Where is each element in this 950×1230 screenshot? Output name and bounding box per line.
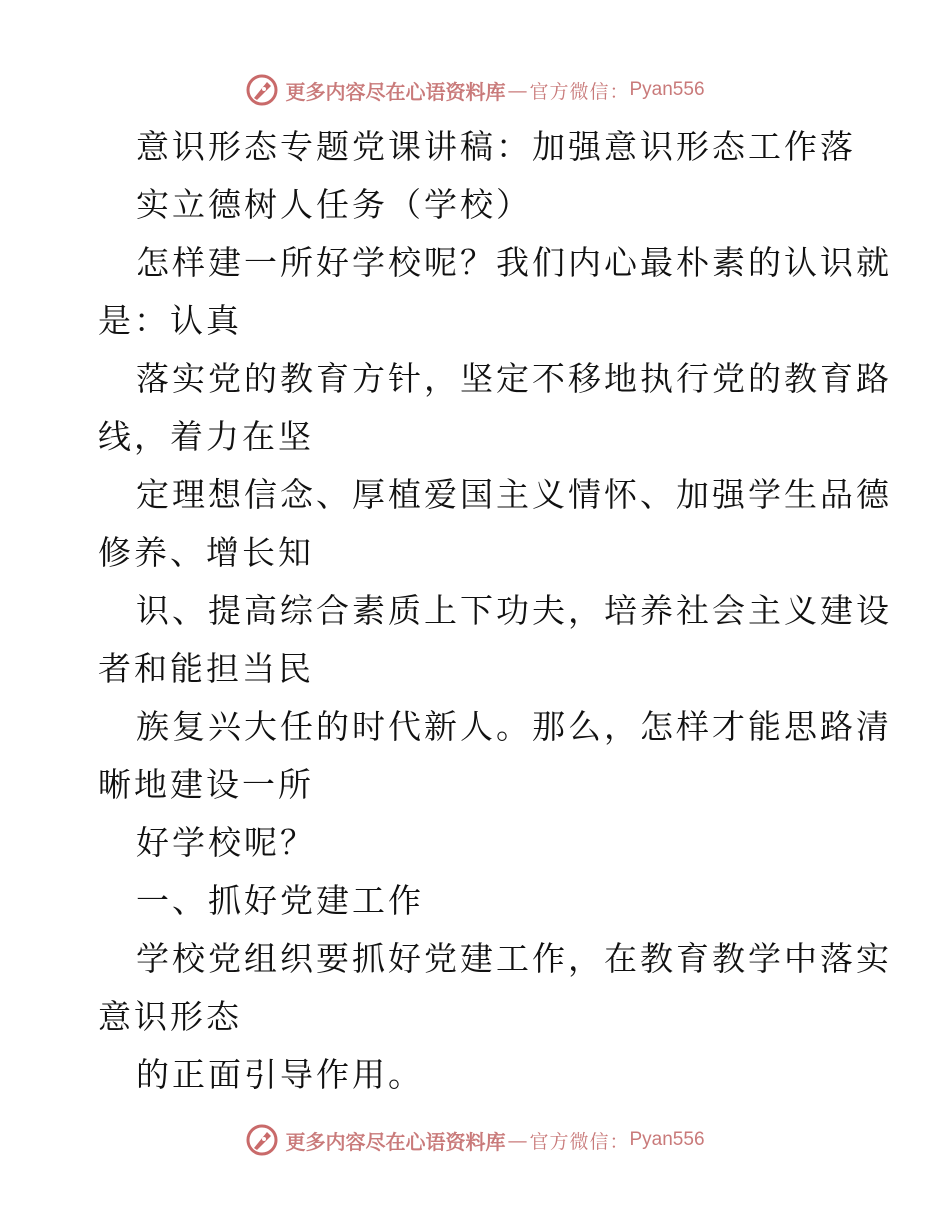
text-line: 线，着力在坚 — [98, 417, 314, 456]
pen-nib-logo-icon — [245, 1123, 279, 1157]
header-watermark-banner — [0, 70, 950, 110]
document-body — [98, 118, 892, 1104]
text-line: 一、抓好党建工作 — [136, 881, 424, 920]
text-line: 好学校呢？ — [136, 823, 316, 862]
watermark-separator: — — [507, 1128, 528, 1152]
wechat-label: 官方微信： — [529, 80, 630, 103]
text-line: 是：认真 — [98, 301, 242, 340]
text-line: 者和能担当民 — [98, 649, 314, 688]
text-line: 族复兴大任的时代新人。那么，怎样才能思路清 — [136, 707, 892, 746]
text-line: 的正面引导作用。 — [136, 1055, 424, 1094]
text-line: 意识形态 — [98, 997, 242, 1036]
pen-nib-logo-icon — [245, 73, 279, 107]
text-line: 实立德树人任务（学校） — [136, 185, 532, 224]
wechat-label: 官方微信： — [529, 1130, 630, 1153]
watermark-text: 更多内容尽在心语资料库 — [285, 79, 506, 104]
wechat-id: Pyan556 — [629, 79, 705, 100]
text-line: 意识形态专题党课讲稿：加强意识形态工作落 — [136, 127, 856, 166]
watermark-separator: — — [507, 78, 528, 102]
watermark-text: 更多内容尽在心语资料库 — [285, 1129, 506, 1154]
text-line: 学校党组织要抓好党建工作，在教育教学中落实 — [136, 939, 892, 978]
footer-watermark-banner — [0, 1120, 950, 1160]
text-line: 晰地建设一所 — [98, 765, 314, 804]
text-line: 识、提高综合素质上下功夫，培养社会主义建设 — [136, 591, 892, 630]
text-line: 定理想信念、厚植爱国主义情怀、加强学生品德 — [136, 475, 892, 514]
text-line: 修养、增长知 — [98, 533, 314, 572]
text-line: 落实党的教育方针，坚定不移地执行党的教育路 — [136, 359, 892, 398]
text-line: 怎样建一所好学校呢？我们内心最朴素的认识就 — [136, 243, 892, 282]
wechat-id: Pyan556 — [629, 1129, 705, 1150]
